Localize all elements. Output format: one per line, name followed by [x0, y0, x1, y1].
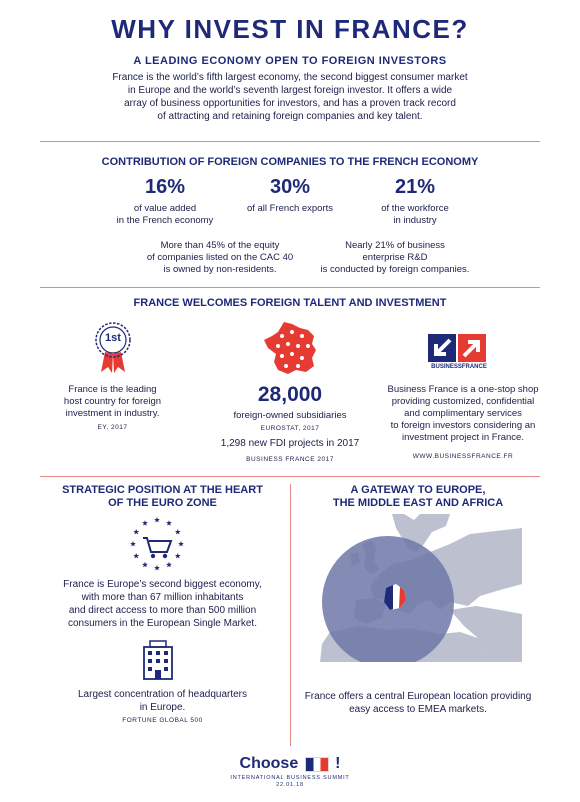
medal-text: 1st — [105, 332, 121, 344]
text-line: investment project in France. — [402, 432, 524, 443]
heading-line: THE MIDDLE EAST AND AFRICA — [332, 497, 504, 509]
choose-france-logo — [0, 755, 580, 773]
stat-workforce — [350, 176, 480, 227]
contribution-heading: CONTRIBUTION OF FOREIGN COMPANIES TO THE FRENCH ECONOMY — [101, 156, 479, 168]
text-line: with more than 67 million inhabitants — [81, 592, 244, 603]
brand-date: 22.01.18 — [276, 782, 304, 788]
eu-star — [142, 520, 148, 525]
stat-value-added — [100, 176, 230, 227]
source-fortune: FORTUNE GLOBAL 500 — [122, 717, 203, 724]
intro-line: array of business opportunities for investors, and has a proven track record — [124, 98, 456, 109]
brand-exclamation: ! — [335, 755, 341, 772]
column-divider — [290, 484, 291, 746]
business-france-logo-text: BUSINESSFRANCE — [431, 364, 487, 370]
intro-line: France is the world’s fifth largest economy, the second biggest consumer market — [112, 72, 468, 83]
section-divider — [40, 287, 540, 288]
note-line: Nearly 21% of business — [345, 240, 445, 251]
economy-text — [40, 578, 285, 630]
eu-stars-cart-icon — [127, 516, 187, 572]
section-divider — [40, 141, 540, 142]
eu-star — [175, 553, 181, 558]
text-line: in Europe. — [139, 702, 186, 713]
text-line: Business France is a one-stop shop — [387, 384, 539, 395]
talent-heading: FRANCE WELCOMES FOREIGN TALENT AND INVESTMENT — [133, 297, 447, 309]
headquarters-text — [40, 688, 285, 714]
text-line: France is the leading — [68, 384, 157, 395]
leading-host-text — [50, 384, 175, 420]
eu-star — [178, 541, 184, 546]
stat-exports — [225, 176, 355, 215]
page-title: WHY INVEST IN FRANCE? — [111, 14, 469, 44]
heading-line: STRATEGIC POSITION AT THE HEART — [62, 484, 263, 496]
text-line: to foreign investors considering an — [390, 420, 536, 431]
stat-value: 16% — [144, 176, 186, 198]
eu-star — [166, 520, 172, 525]
strategic-heading — [40, 484, 285, 510]
source-ey: EY, 2017 — [97, 424, 128, 431]
headquarters-icon — [140, 640, 176, 680]
heading-line: OF THE EURO ZONE — [108, 497, 217, 509]
intro-line: in Europe and the world’s seventh largest foreign investor. It offers a wide — [127, 85, 453, 96]
note-line: enterprise R&D — [362, 252, 428, 263]
heading-line: A GATEWAY TO EUROPE, — [350, 484, 486, 496]
eu-star — [133, 529, 139, 534]
brand-word: Choose — [239, 755, 299, 772]
stat-value: 21% — [394, 176, 436, 198]
source-eurostat: EUROSTAT, 2017 — [260, 425, 320, 432]
text-line: and direct access to more than 500 million — [68, 605, 257, 616]
gateway-caption — [298, 690, 538, 716]
stat-value: 30% — [269, 176, 311, 198]
note-cac40 — [120, 240, 320, 276]
note-line: of companies listed on the CAC 40 — [146, 252, 294, 263]
page-subtitle: A LEADING ECONOMY OPEN TO FOREIGN INVESTORS — [133, 55, 447, 67]
intro-line: of attracting and retaining foreign companies and key talent. — [157, 111, 423, 122]
text-line: easy access to EMEA markets. — [349, 704, 487, 715]
text-line: investment in industry. — [65, 408, 160, 419]
business-france-url[interactable]: WWW.BUSINESSFRANCE.FR — [412, 453, 514, 460]
text-line: and complimentary services — [404, 408, 522, 419]
note-line: is owned by non-residents. — [163, 264, 277, 275]
text-line: providing customized, confidential — [391, 396, 535, 407]
source-business-france: BUSINESS FRANCE 2017 — [246, 456, 334, 463]
stat-label: in industry — [393, 215, 437, 226]
eu-star — [142, 562, 148, 567]
subsidiaries-label: foreign-owned subsidiaries — [233, 410, 347, 421]
eu-star — [154, 517, 160, 522]
section-divider — [40, 476, 540, 477]
stat-label: in the French economy — [116, 215, 214, 226]
french-flag-icon — [305, 757, 329, 772]
france-pins-icon — [262, 320, 322, 378]
eu-star — [175, 529, 181, 534]
fdi-projects-text: 1,298 new FDI projects in 2017 — [220, 438, 360, 449]
brand-tagline: INTERNATIONAL BUSINESS SUMMIT — [230, 775, 350, 781]
text-line: host country for foreign — [63, 396, 162, 407]
medal-icon — [93, 322, 133, 374]
eu-star — [166, 562, 172, 567]
text-line: Largest concentration of headquarters — [78, 689, 247, 700]
note-line: More than 45% of the equity — [160, 240, 280, 251]
text-line: France offers a central European location providing — [304, 691, 532, 702]
note-rd — [295, 240, 495, 276]
note-line: is conducted by foreign companies. — [320, 264, 470, 275]
eu-star — [154, 565, 160, 570]
intro-paragraph — [70, 71, 510, 123]
text-line: consumers in the European Single Market. — [68, 618, 257, 629]
stat-label: of the workforce — [381, 203, 449, 214]
stat-label: of all French exports — [246, 203, 334, 214]
subsidiaries-number: 28,000 — [257, 383, 323, 406]
text-line: France is Europe’s second biggest economy, — [63, 579, 262, 590]
emea-map — [300, 514, 522, 662]
eu-star — [130, 541, 136, 546]
stat-label: of value added — [133, 203, 197, 214]
business-france-description — [378, 384, 548, 444]
gateway-heading — [298, 484, 538, 510]
eu-star — [133, 553, 139, 558]
